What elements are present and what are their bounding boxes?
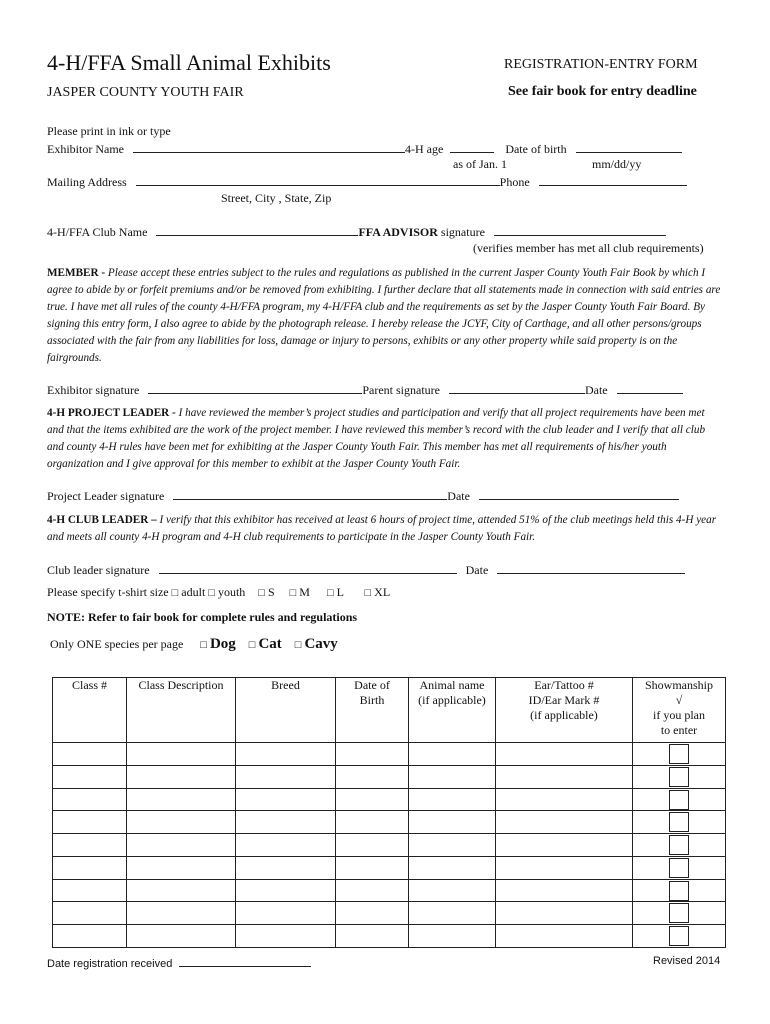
entry-cell[interactable] [409,788,496,811]
exhibitor-signature-label: Exhibitor signature [47,383,140,397]
mailing-address-field[interactable] [136,174,500,186]
size-m-checkbox[interactable]: □ [289,587,297,599]
date-received-row [47,955,311,970]
fair-name: JASPER COUNTY YOUTH FAIR [47,85,244,100]
entry-cell[interactable] [336,834,409,857]
entry-cell[interactable] [236,879,336,902]
exhibitor-name-label: Exhibitor Name [47,142,124,156]
entry-cell[interactable] [496,743,633,766]
phone-label: Phone [499,175,530,189]
entry-cell[interactable] [496,811,633,834]
entry-cell[interactable] [409,743,496,766]
adult-checkbox[interactable]: □ [171,587,179,599]
showmanship-cell[interactable] [633,811,726,834]
col-animal-name: Animal name (if applicable) [409,678,496,743]
entry-cell[interactable] [236,743,336,766]
page-title: 4-H/FFA Small Animal Exhibits [47,50,331,75]
entry-cell[interactable] [336,856,409,879]
parent-signature-label: Parent signature [362,383,440,397]
date-label: Date [447,489,470,503]
exhibitor-name-field[interactable] [133,141,405,153]
dob-format: mm/dd/yy [592,157,642,171]
entry-cell[interactable] [236,834,336,857]
entry-cell[interactable] [127,879,236,902]
mailing-address-label: Mailing Address [47,175,127,189]
club-name-label: 4-H/FFA Club Name [47,225,148,239]
entry-cell[interactable] [236,902,336,925]
exhibitor-signature-row [47,382,683,398]
revised-note: Revised 2014 [653,955,721,967]
club-row [47,224,666,240]
form-type: REGISTRATION-ENTRY FORM [504,57,698,72]
project-leader-text: I have reviewed the member’s project studies and participation and verify that all project requirements have been met and that the items exhibited are the work of the project member. I have reviewed this member’s record with the club leader and I verify that all club and county 4-H rules have been met for exhibiting at the Jasper County Youth Fair. This member has met all requirements of his/her youth organization and I give approval for this member to exhibit at the Jasper County Youth Fair. [47,407,706,471]
entry-cell[interactable] [127,788,236,811]
date-label: Date [465,563,489,577]
date-received-field[interactable] [179,955,311,967]
table-row [53,811,726,834]
entry-cell[interactable] [236,811,336,834]
club-leader-signature-label: Club leader signature [47,563,150,577]
entry-cell[interactable] [409,834,496,857]
table-row [53,834,726,857]
club-leader-text: I verify that this exhibitor has received at least 6 hours of project time, attended 51% of the club meetings held this 4-H year and meets all county 4-H program and 4-H club requirements to participate in the Jasper County Youth Fair. [47,514,717,544]
date-label: Date [584,383,608,397]
showmanship-checkbox[interactable] [669,790,689,810]
cat-checkbox[interactable]: □ [248,639,256,651]
ffa-advisor-label: FFA ADVISOR [358,225,438,239]
entry-cell[interactable] [496,902,633,925]
species-row [50,636,338,653]
showmanship-checkbox[interactable] [669,835,689,855]
project-leader-signature-label: Project Leader signature [47,489,165,503]
project-leader-statement [47,405,723,473]
entry-cell[interactable] [409,925,496,948]
table-row [53,925,726,948]
showmanship-cell[interactable] [633,765,726,788]
address-hint: Street, City , State, Zip [221,191,332,205]
species-label: Only ONE species per page [50,637,184,651]
instructions: Please print in ink or type [47,124,171,138]
entry-cell[interactable] [127,856,236,879]
entry-cell[interactable] [236,925,336,948]
size-l-label: L [336,585,344,599]
table-row [53,743,726,766]
age-note: as of Jan. 1 [453,157,507,171]
showmanship-cell[interactable] [633,902,726,925]
club-leader-signature-row [47,562,685,578]
showmanship-checkbox[interactable] [669,767,689,787]
entry-cell[interactable] [409,879,496,902]
size-s-label: S [267,585,275,599]
table-row [53,879,726,902]
entry-cell[interactable] [53,811,127,834]
dob-label: Date of birth [505,142,567,156]
table-row [53,788,726,811]
project-leader-label: 4-H PROJECT LEADER - [47,407,176,419]
showmanship-cell[interactable] [633,834,726,857]
entry-cell[interactable] [409,902,496,925]
adult-label: adult [181,585,206,599]
entry-cell[interactable] [336,925,409,948]
deadline-note: See fair book for entry deadline [508,84,697,99]
size-xl-checkbox[interactable]: □ [364,587,372,599]
table-header-row [53,678,726,743]
exhibitor-name-row [47,141,682,157]
showmanship-checkbox[interactable] [669,812,689,832]
entry-cell[interactable] [409,811,496,834]
advisor-signature-label: signature [440,225,485,239]
col-class-no: Class # [53,678,127,743]
entry-cell[interactable] [336,788,409,811]
note: NOTE: Refer to fair book for complete rules and regulations [47,610,358,624]
showmanship-checkbox[interactable] [669,881,689,901]
project-leader-signature-field[interactable] [173,488,447,500]
entry-cell[interactable] [127,765,236,788]
entry-cell[interactable] [336,811,409,834]
date-field[interactable] [479,488,679,500]
age-label: 4-H age [404,142,444,156]
entry-cell[interactable] [496,925,633,948]
cavy-label: Cavy [304,636,338,652]
showmanship-cell[interactable] [633,743,726,766]
showmanship-checkbox[interactable] [669,744,689,764]
showmanship-cell[interactable] [633,879,726,902]
showmanship-cell[interactable] [633,856,726,879]
col-breed: Breed [236,678,336,743]
member-statement [47,265,723,368]
entry-cell[interactable] [496,856,633,879]
entry-cell[interactable] [496,788,633,811]
entry-cell[interactable] [127,925,236,948]
col-showmanship: Showmanship √ if you plan to enter [633,678,726,743]
entry-cell[interactable] [409,856,496,879]
entry-cell[interactable] [53,856,127,879]
col-ear-tattoo: Ear/Tattoo # ID/Ear Mark # (if applicable) [496,678,633,743]
entry-cell[interactable] [236,765,336,788]
col-dob: Date of Birth [336,678,409,743]
entry-cell[interactable] [53,743,127,766]
entry-table [52,677,726,948]
dob-field[interactable] [576,141,682,153]
member-text: Please accept these entries subject to the rules and regulations as published in the current Jasper County Youth Fair Book by which I agree to abide by or forfeit premiums and/or be removed from exhibiting. I further declare that all statements made in connection with said entries are true. I have met all rules of the county 4-H/FFA program, my 4-H/FFA club and the requirements as set by the Jasper County Youth Fair Board. By signing this entry form, I also agree to abide by the photograph release. I hereby release the JCYF, City of Carthage, and all other persons/groups associated with the fair from any liabilities for loss, damage or injury to persons, exhibits or any other property while said property is on the fairgrounds. [47,267,721,365]
entry-cell[interactable] [336,743,409,766]
club-name-field[interactable] [156,224,358,236]
club-leader-statement [47,512,723,546]
table-row [53,765,726,788]
entry-cell[interactable] [53,765,127,788]
entry-cell[interactable] [127,743,236,766]
entry-cell[interactable] [236,788,336,811]
showmanship-cell[interactable] [633,788,726,811]
tshirt-label: Please specify t-shirt size [47,585,169,599]
entry-cell[interactable] [336,902,409,925]
table-row [53,856,726,879]
entry-cell[interactable] [53,925,127,948]
dog-label: Dog [209,636,236,652]
entry-cell[interactable] [409,765,496,788]
tshirt-row [47,585,390,600]
size-s-checkbox[interactable]: □ [258,587,265,599]
youth-checkbox[interactable]: □ [208,587,215,599]
youth-label: youth [217,585,246,599]
cavy-checkbox[interactable]: □ [294,639,302,651]
table-row [53,902,726,925]
showmanship-checkbox[interactable] [669,903,689,923]
entry-cell[interactable] [53,879,127,902]
entry-cell[interactable] [496,765,633,788]
entry-cell[interactable] [496,879,633,902]
size-l-checkbox[interactable]: □ [326,587,334,599]
entry-cell[interactable] [53,788,127,811]
project-leader-signature-row [47,488,679,504]
advisor-note: (verifies member has met all club requirements) [473,241,704,255]
showmanship-checkbox[interactable] [669,858,689,878]
date-field[interactable] [617,382,683,394]
showmanship-checkbox[interactable] [669,926,689,946]
date-received-label: Date registration received [47,958,173,970]
cat-label: Cat [258,636,282,652]
date-field[interactable] [497,562,685,574]
col-class-desc: Class Description [127,678,236,743]
entry-cell[interactable] [336,879,409,902]
entry-cell[interactable] [127,834,236,857]
phone-field[interactable] [539,174,687,186]
member-label: MEMBER - [47,267,106,279]
showmanship-cell[interactable] [633,925,726,948]
mailing-address-row [47,174,687,190]
entry-cell[interactable] [127,811,236,834]
entry-cell[interactable] [53,902,127,925]
entry-cell[interactable] [236,856,336,879]
entry-cell[interactable] [496,834,633,857]
entry-cell[interactable] [53,834,127,857]
size-xl-label: XL [374,585,391,599]
age-field[interactable] [450,141,494,153]
entry-cell[interactable] [336,765,409,788]
dog-checkbox[interactable]: □ [200,639,207,651]
size-m-label: M [299,585,310,599]
club-leader-signature-field[interactable] [159,562,457,574]
advisor-signature-field[interactable] [494,224,666,236]
parent-signature-field[interactable] [449,382,585,394]
entry-cell[interactable] [127,902,236,925]
club-leader-label: 4-H CLUB LEADER – [47,514,157,526]
exhibitor-signature-field[interactable] [148,382,362,394]
